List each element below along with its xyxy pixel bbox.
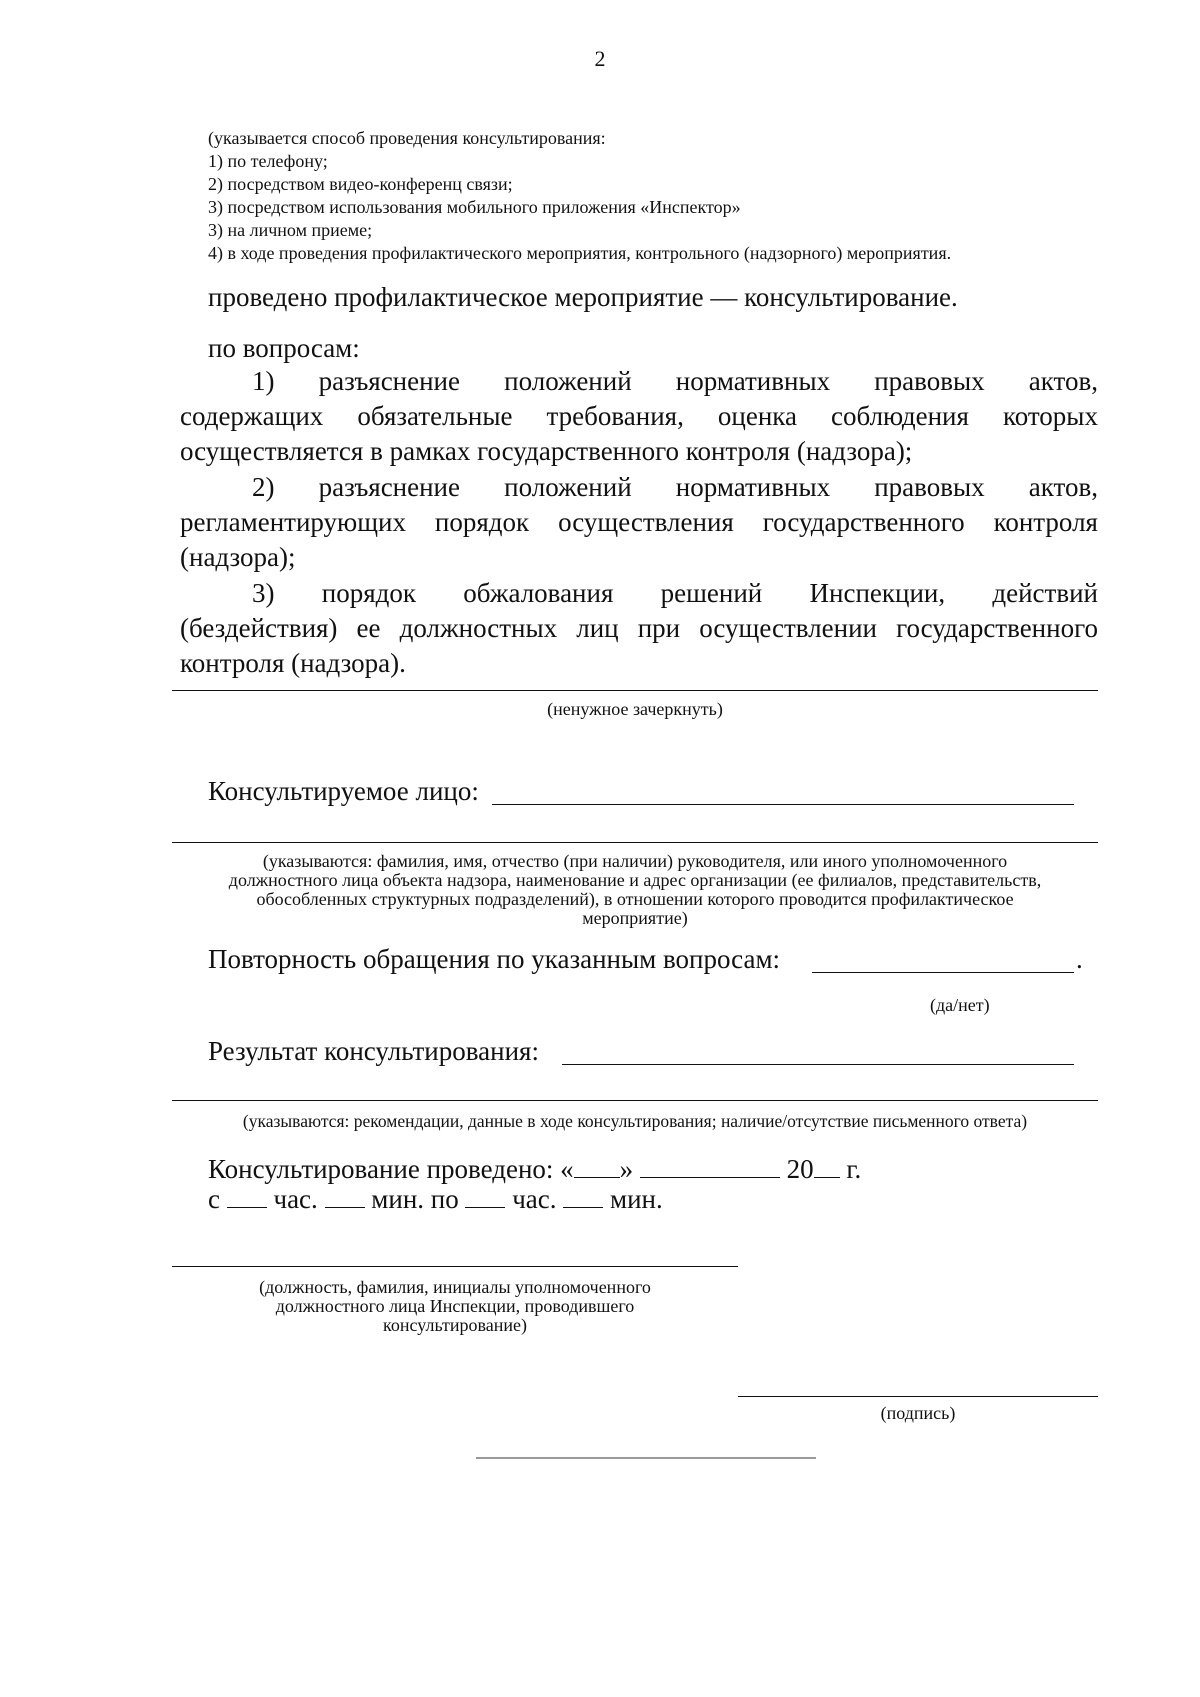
consulted-person-extra-line[interactable] [172, 842, 1098, 843]
year-suffix: г. [846, 1154, 862, 1184]
repeat-request-field[interactable] [812, 972, 1074, 973]
method-note-line: 3) посредством использования мобильного приложения «Инспектор» [208, 197, 741, 217]
repeat-request-end-mark: . [1076, 944, 1083, 974]
result-field[interactable] [562, 1064, 1074, 1065]
repeat-request-label: Повторность обращения по указанным вопросам: [208, 944, 781, 974]
consulted-person-caption: (указываются: фамилия, имя, отчество (при наличии) руководителя, или иного уполномоченного должностного лица объекта надзора, наименование и адрес организации (ее филиалов, представительств, обособленных структурных подразделений), в отношении которого проводится профилактическое мероприятие) [228, 851, 1042, 928]
questions-heading: по вопросам: [208, 333, 360, 363]
consulted-person-label: Консультируемое лицо: [208, 776, 479, 806]
result-extra-line[interactable] [172, 1100, 1098, 1101]
result-label: Результат консультирования: [208, 1036, 539, 1066]
official-caption: (должность, фамилия, инициалы уполномоченного должностного лица Инспекции, проводившего консультирование) [259, 1277, 651, 1335]
divider-line [172, 690, 1098, 691]
question-item-1-line-2: содержащих обязательные требования, оценка соблюдения которых [180, 401, 1098, 431]
hours-label: час. [273, 1184, 318, 1214]
question-item-3-line-3: контроля (надзора). [180, 648, 406, 678]
question-item-2-line-2: регламентирующих порядок осуществления государственного контроля [180, 507, 1098, 537]
minutes-by-label: мин. по [371, 1184, 459, 1214]
consultation-method-note [208, 127, 1108, 265]
method-note-line: 1) по телефону; [208, 151, 328, 171]
conducted-time-line [208, 1184, 663, 1215]
question-item-1-line-1: 1) разъяснение положений нормативных правовых актов, [252, 366, 1098, 396]
consulted-person-field[interactable] [492, 804, 1074, 805]
repeat-request-caption: (да/нет) [930, 995, 990, 1015]
time-from-label: с [208, 1184, 220, 1214]
page-number: 2 [594, 46, 606, 71]
conducted-on-line [208, 1154, 861, 1185]
strike-note: (ненужное зачеркнуть) [547, 699, 723, 719]
result-caption: (указываются: рекомендации, данные в ходе консультирования; наличие/отсутствие письменного ответа) [242, 1111, 1028, 1131]
conducted-on-label: Консультирование проведено: [208, 1154, 554, 1184]
minutes-label: мин. [610, 1184, 663, 1214]
close-quote: » [619, 1154, 634, 1184]
hours2-label: час. [512, 1184, 557, 1214]
signature-field[interactable] [738, 1396, 1098, 1397]
question-item-2-line-1: 2) разъяснение положений нормативных правовых актов, [252, 472, 1098, 502]
start-minutes-field[interactable] [325, 1186, 365, 1208]
question-item-3-line-1: 3) порядок обжалования решений Инспекции, действий [252, 578, 1098, 608]
start-hours-field[interactable] [227, 1186, 267, 1208]
method-note-line: 4) в ходе проведения профилактического мероприятия, контрольного (надзорного) мероприятия. [208, 243, 952, 263]
question-item-1-line-3: осуществляется в рамках государственного контроля (надзора); [180, 436, 913, 466]
end-minutes-field[interactable] [563, 1186, 603, 1208]
signature-caption: (подпись) [880, 1403, 956, 1423]
year-field[interactable] [814, 1156, 840, 1178]
method-note-line: 2) посредством видео-конференц связи; [208, 174, 513, 194]
end-hours-field[interactable] [465, 1186, 505, 1208]
question-item-2-line-3: (надзора); [180, 542, 296, 572]
question-item-3-line-2: (бездействия) ее должностных лиц при осуществлении государственного [180, 613, 1098, 643]
open-quote: « [560, 1154, 574, 1184]
conducted-statement: проведено профилактическое мероприятие — консультирование. [208, 282, 958, 312]
month-field[interactable] [640, 1156, 780, 1178]
method-note-line: (указывается способ проведения консультирования: [208, 128, 606, 148]
end-of-document-line [476, 1457, 816, 1459]
year-prefix: 20 [786, 1154, 814, 1184]
method-note-line: 3) на личном приеме; [208, 220, 373, 240]
day-field[interactable] [574, 1156, 620, 1178]
official-field[interactable] [172, 1266, 738, 1267]
